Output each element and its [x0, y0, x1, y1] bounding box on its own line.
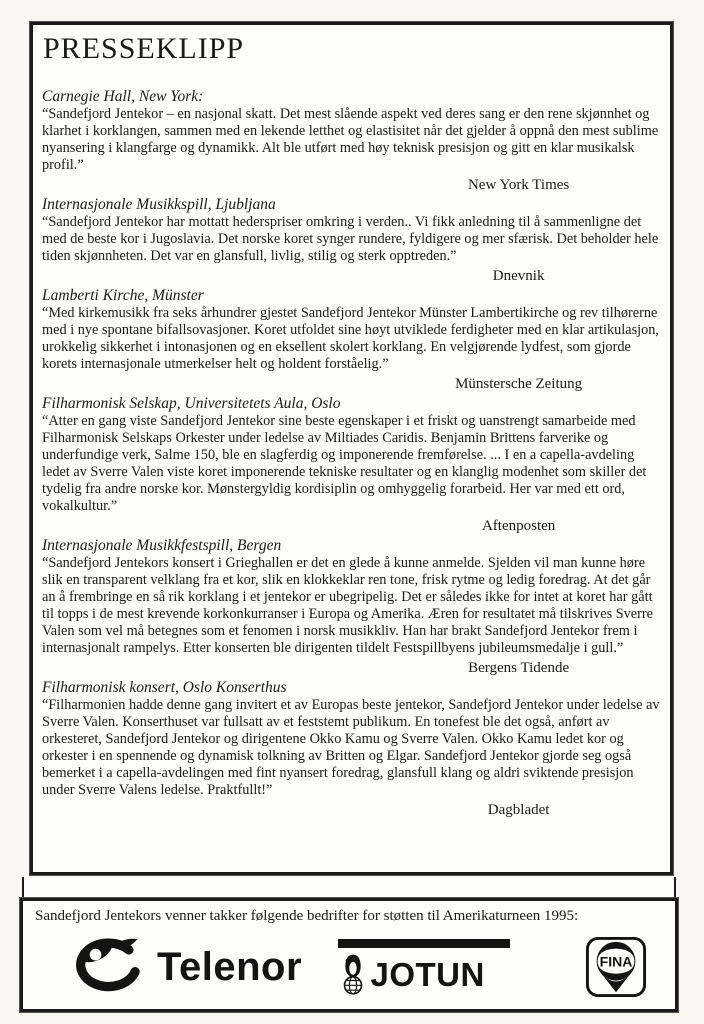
jotun-bar — [338, 939, 510, 948]
fina-shield-icon — [585, 936, 647, 998]
source-attribution: Dagbladet — [487, 802, 550, 818]
venue-heading: Carnegie Hall, New York: — [42, 88, 204, 105]
venue-heading: Internasjonale Musikkspill, Ljubljana — [42, 196, 276, 213]
press-section-munster — [42, 287, 661, 393]
sponsor-logo-row — [35, 934, 665, 1000]
jotun-logo — [338, 939, 510, 995]
jotun-penguin-globe-icon — [338, 953, 368, 995]
quote-text: “Med kirkemusikk fra seks århundrer gjestet Sandefjord Jentekor Münster Lambertikirche og rev tilhørerne med i nye spontane bifallsovasjoner. Koret utfoldet sine høyt utviklede ferdigheter med en klar artikulasjon, urokkelig sikkerhet i intonasjonen og en eksellent skolert korklang. En velgjørende lydfest, som gjorde korets internasjonale utmerkelser helt og holdent forståelig.” — [42, 305, 659, 372]
venue-heading: Filharmonisk Selskap, Universitetets Aula, Oslo — [42, 395, 341, 412]
press-section-oslo-aula — [42, 395, 661, 535]
source-attribution: Bergens Tidende — [468, 660, 570, 676]
telenor-wordmark: Telenor — [157, 944, 303, 989]
quote-text: “Sandefjord Jentekor – en nasjonal skatt. Det mest slående aspekt ved deres sang er den rene skjønnhet og klarhet i korklangen, sammen med en lekende letthet og elastisitet når det gjelder å oppnå den mest sublime nyansering i klangfarge og dynamikk. Alt ble utført med høy teknisk presisjon og gitt en klar musikalsk profil.” — [42, 106, 659, 173]
source-attribution: Dnevnik — [492, 268, 545, 284]
venue-heading: Lamberti Kirche, Münster — [42, 287, 204, 304]
source-attribution: Aftenposten — [481, 518, 556, 534]
jotun-wordmark: JOTUN — [370, 955, 485, 993]
press-section-ljubljana — [42, 196, 661, 285]
press-section-bergen — [42, 537, 661, 677]
venue-heading: Filharmonisk konsert, Oslo Konserthus — [42, 679, 287, 696]
sponsors-panel — [20, 898, 678, 1012]
quote-text: “Filharmonien hadde denne gang invitert et av Europas beste jentekor, Sandefjord Jentekor under ledelse av Sverre Valen. Konserthuset var fullsatt av et feststemt publikum. En tonefest ble det også, anført av orkesteret, Sandefjord Jentekor og dirigentene Okko Kamu og Sverre Valen. Okko Kamu ledet kor og orkester i en spennende og dynamisk tolkning av Britten og Elgar. Sandefjord Jentekor gjorde seg også bemerket i a capella-avdelingen med fint nyansert foredrag, glansfull klang og aldri sviktende presisjon under Sverre Valens ledelse. Praktfullt!” — [42, 697, 660, 798]
quote-text: “Atter en gang viste Sandefjord Jentekor sine beste egenskaper i et friskt og uanstrengt samarbeide med Filharmonisk Selskaps Orkester under ledelse av Miltiades Caridis. Benjamin Brittens farverike og underfundige verk, Salme 150, ble en slagferdig og imponerende fremførelse. ... I en a capella-avdeling ledet av Sverre Valen viste koret imponerende tekniske resultater og en klanglig modenhet som skiller det tydelig fra andre norske kor. Mønstergyldig kordisiplin og omhyggelig forarbeid. Her var med ett ord, vokalkultur.” — [42, 413, 647, 514]
sponsors-heading: Sandefjord Jentekors venner takker følgende bedrifter for støtten til Amerikaturneen 1995: — [35, 908, 579, 924]
press-section-carnegie-hall — [42, 88, 661, 194]
divider-band — [22, 877, 676, 898]
press-clippings-panel — [30, 22, 673, 875]
source-attribution: Münstersche Zeitung — [455, 376, 583, 392]
venue-heading: Internasjonale Musikkfestspill, Bergen — [42, 537, 282, 554]
telenor-logo — [69, 936, 302, 998]
press-section-oslo-konserthus — [42, 679, 661, 819]
page-title: PRESSEKLIPP — [43, 32, 245, 65]
quote-text: “Sandefjord Jentekor har mottatt hederspriser omkring i verden.. Vi fikk anledning til å sammenligne det med de beste kor i Jugoslavia. Det norske koret synger rundere, fyldigere og mer sfærisk. Det beholder hele tiden skjønnheten. Det var en glansfull, livlig, stilig og sterk opptreden.” — [42, 214, 659, 264]
fina-wordmark: FINA — [599, 953, 633, 970]
fina-logo — [585, 936, 647, 998]
telenor-swirl-icon — [69, 936, 143, 998]
quote-text: “Sandefjord Jentekors konsert i Grieghallen er det en glede å kunne anmelde. Sjelden vil man kunne høre slik en transparent velklang fra et kor, slik en klokkeklar ren tone, frisk rytme og ledig foredrag. At det går an å frembringe en så rik korklang i et jentekor er ubegripelig. Det er således ikke for intet at koret har gått til topps i de mest krevende korkonkurranser i Europa og Amerika. Æren for resultatet må tilskrives Sverre Valen som vel må betegnes som et fenomen i norsk musikkliv. Han har brakt Sandefjord Jentekor frem i internasjonalt rampelys. Etter konserten ble dirigenten tildelt Festspillbyens jubileumsmedalje i gull.” — [42, 555, 654, 656]
source-attribution: New York Times — [467, 177, 570, 193]
